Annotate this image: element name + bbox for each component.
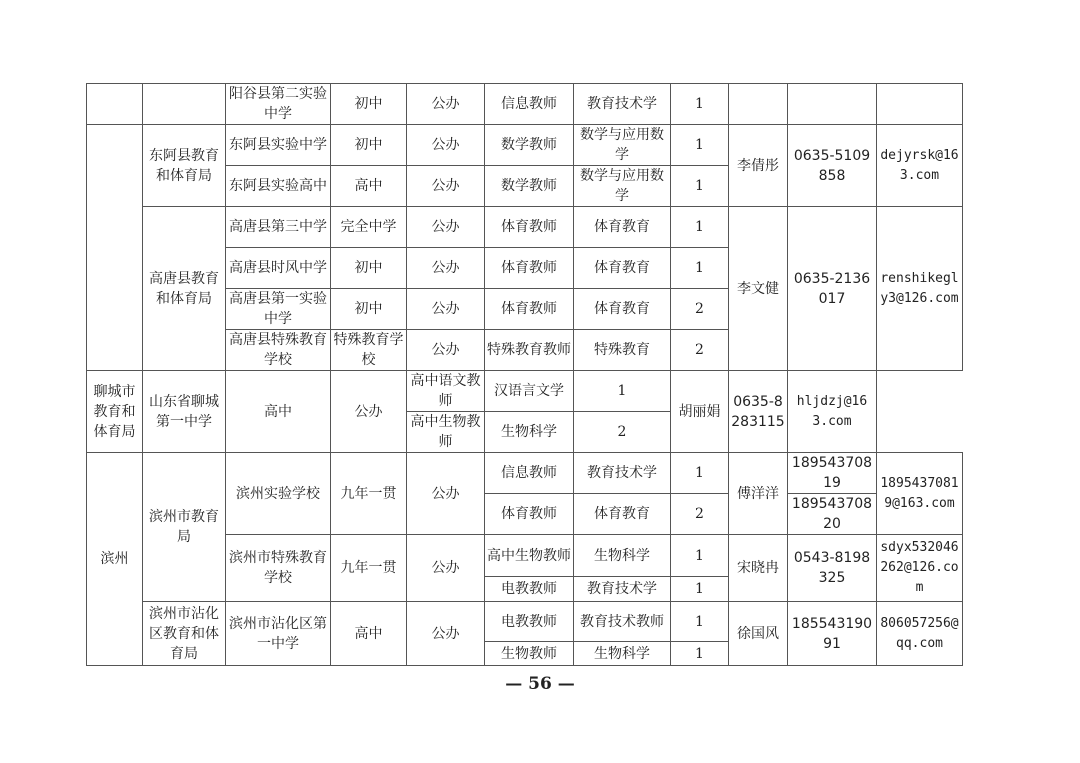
- school-cell: 滨州实验学校: [226, 453, 331, 535]
- city-cell: [87, 125, 143, 371]
- contact-email-cell: 806057256@qq.com: [877, 602, 963, 666]
- major-cell: 特殊教育: [574, 330, 671, 371]
- department-cell: 东阿县教育和体育局: [143, 125, 226, 207]
- major-cell: 数学与应用数学: [574, 125, 671, 166]
- school-cell: 滨州市沾化区第一中学: [226, 602, 331, 666]
- level-cell: 初中: [331, 84, 407, 125]
- type-cell: 公办: [331, 371, 407, 453]
- count-cell: 2: [671, 289, 729, 330]
- count-cell: 1: [671, 453, 729, 494]
- position-cell: 高中生物教师: [485, 535, 574, 577]
- major-cell: 生物科学: [574, 642, 671, 666]
- contact-name-cell: 徐国风: [729, 602, 788, 666]
- contact-name-cell: 李倩彤: [729, 125, 788, 207]
- type-cell: 公办: [407, 248, 485, 289]
- table-row: [87, 602, 963, 642]
- major-cell: 教育技术学: [574, 453, 671, 494]
- position-cell: 数学教师: [485, 166, 574, 207]
- position-cell: 体育教师: [485, 289, 574, 330]
- school-cell: 高唐县特殊教育学校: [226, 330, 331, 371]
- contact-phone-cell: 0635-8283115: [729, 371, 788, 453]
- count-cell: 1: [574, 371, 671, 412]
- type-cell: 公办: [407, 166, 485, 207]
- table-row: [87, 125, 963, 166]
- contact-email-cell: hljdzj@163.com: [788, 371, 877, 453]
- major-cell: 体育教育: [574, 494, 671, 535]
- count-cell: 1: [671, 577, 729, 602]
- contact-phone-cell: 0543-8198325: [788, 535, 877, 602]
- type-cell: 公办: [407, 289, 485, 330]
- major-cell: 生物科学: [485, 412, 574, 453]
- table-row: [87, 453, 963, 494]
- contact-email-cell: renshikegly3@126.com: [877, 207, 963, 371]
- school-cell: 阳谷县第二实验中学: [226, 84, 331, 125]
- position-cell: 体育教师: [485, 248, 574, 289]
- level-cell: 高中: [331, 602, 407, 666]
- table-row: [87, 84, 963, 125]
- contact-name-cell: 胡丽娟: [671, 371, 729, 453]
- major-cell: 教育技术学: [574, 84, 671, 125]
- level-cell: 九年一贯: [331, 453, 407, 535]
- major-cell: 教育技术学: [574, 577, 671, 602]
- table-row: [87, 371, 963, 412]
- department-cell: 高唐县教育和体育局: [143, 207, 226, 371]
- school-cell: 高唐县第三中学: [226, 207, 331, 248]
- contact-phone-cell: 0635-2136017: [788, 207, 877, 371]
- contact-email-cell: [877, 84, 963, 125]
- count-cell: 1: [671, 535, 729, 577]
- department-cell: 聊城市教育和体育局: [87, 371, 143, 453]
- city-cell: [87, 84, 143, 125]
- page-number: — 56 —: [505, 674, 575, 694]
- school-cell: 滨州市特殊教育学校: [226, 535, 331, 602]
- contact-email-cell: sdyx532046262@126.com: [877, 535, 963, 602]
- contact-name-cell: 李文健: [729, 207, 788, 371]
- count-cell: 1: [671, 207, 729, 248]
- department-cell: 滨州市沾化区教育和体育局: [143, 602, 226, 666]
- contact-phone-cell: 18954370819: [788, 453, 877, 494]
- department-cell: 滨州市教育局: [143, 453, 226, 602]
- level-cell: 初中: [331, 248, 407, 289]
- count-cell: 1: [671, 602, 729, 642]
- major-cell: 教育技术教师: [574, 602, 671, 642]
- type-cell: 公办: [407, 84, 485, 125]
- contact-email-cell: dejyrsk@163.com: [877, 125, 963, 207]
- count-cell: 2: [574, 412, 671, 453]
- city-cell: 滨州: [87, 453, 143, 666]
- type-cell: 公办: [407, 125, 485, 166]
- level-cell: 初中: [331, 125, 407, 166]
- position-cell: 信息教师: [485, 453, 574, 494]
- contact-phone-cell: [788, 84, 877, 125]
- school-cell: 东阿县实验中学: [226, 125, 331, 166]
- level-cell: 高中: [331, 166, 407, 207]
- count-cell: 1: [671, 642, 729, 666]
- type-cell: 公办: [407, 602, 485, 666]
- level-cell: 初中: [331, 289, 407, 330]
- level-cell: 完全中学: [331, 207, 407, 248]
- contact-name-cell: [729, 84, 788, 125]
- count-cell: 1: [671, 166, 729, 207]
- table-row: [87, 207, 963, 248]
- position-cell: 特殊教育教师: [485, 330, 574, 371]
- major-cell: 体育教育: [574, 207, 671, 248]
- type-cell: 公办: [407, 535, 485, 602]
- department-cell: [143, 84, 226, 125]
- position-cell: 高中语文教师: [407, 371, 485, 412]
- level-cell: 九年一贯: [331, 535, 407, 602]
- school-cell: 高唐县第一实验中学: [226, 289, 331, 330]
- school-cell: 山东省聊城第一中学: [143, 371, 226, 453]
- count-cell: 1: [671, 248, 729, 289]
- level-cell: 特殊教育学校: [331, 330, 407, 371]
- position-cell: 生物教师: [485, 642, 574, 666]
- count-cell: 2: [671, 494, 729, 535]
- school-cell: 东阿县实验高中: [226, 166, 331, 207]
- type-cell: 公办: [407, 330, 485, 371]
- level-cell: 高中: [226, 371, 331, 453]
- contact-phone-cell: 18554319091: [788, 602, 877, 666]
- position-cell: 高中生物教师: [407, 412, 485, 453]
- position-cell: 数学教师: [485, 125, 574, 166]
- contact-email-cell: 18954370819@163.com: [877, 453, 963, 535]
- contact-phone-cell: 0635-5109858: [788, 125, 877, 207]
- major-cell: 体育教育: [574, 248, 671, 289]
- major-cell: 体育教育: [574, 289, 671, 330]
- type-cell: 公办: [407, 207, 485, 248]
- school-cell: 高唐县时风中学: [226, 248, 331, 289]
- contact-phone-cell: 18954370820: [788, 494, 877, 535]
- count-cell: 2: [671, 330, 729, 371]
- position-cell: 体育教师: [485, 207, 574, 248]
- major-cell: 数学与应用数学: [574, 166, 671, 207]
- position-cell: 电教教师: [485, 602, 574, 642]
- position-cell: 信息教师: [485, 84, 574, 125]
- recruitment-table: [86, 83, 963, 666]
- position-cell: 电教教师: [485, 577, 574, 602]
- major-cell: 汉语言文学: [485, 371, 574, 412]
- count-cell: 1: [671, 125, 729, 166]
- major-cell: 生物科学: [574, 535, 671, 577]
- count-cell: 1: [671, 84, 729, 125]
- contact-name-cell: 宋晓冉: [729, 535, 788, 602]
- type-cell: 公办: [407, 453, 485, 535]
- contact-name-cell: 傅洋洋: [729, 453, 788, 535]
- position-cell: 体育教师: [485, 494, 574, 535]
